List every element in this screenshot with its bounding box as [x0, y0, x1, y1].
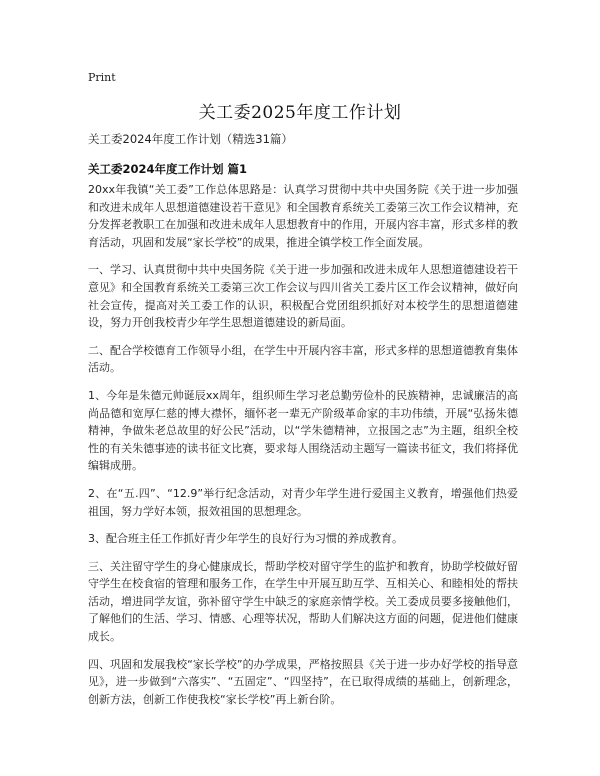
document-subtitle: 关工委2024年度工作计划（精选31篇） [88, 132, 293, 146]
paragraph: 3、配合班主任工作抓好青少年学生的良好行为习惯的养成教育。 [88, 532, 403, 546]
section-heading: 关工委2024年度工作计划 篇1 [88, 162, 248, 176]
paragraph: 1、今年是朱德元帅诞辰xx周年，组织师生学习老总勤劳俭朴的民族精神，忠诚廉洁的高尚品德和宽厚仁慈的博大襟怀，缅怀老一辈无产阶级革命家的丰功伟绩，开展“弘扬朱德精神，争做朱老总故里的好公民”活动，以“学朱德精神，立报国之志”为主题，组织全校性的有关朱德事迹的读书征文比赛，要求每人围绕活动主题写一篇读书征文，我们将择优编辑成册。 [88, 388, 518, 473]
paragraph: 二、配合学校德育工作领导小组，在学生中开展内容丰富，形式多样的思想道德教育集体活动。 [88, 343, 518, 375]
paragraph: 2、在“五.四”、“12.9”举行纪念活动，对青少年学生进行爱国主义教育，增强他们热爱祖国，努力学好本领，报效祖国的思想理念。 [88, 486, 518, 518]
paragraph: 一、学习、认真贯彻中共中央国务院《关于进一步加强和改进未成年人思想道德建设若干意见》和全国教育系统关工委第三次工作会议与四川省关工委片区工作会议精神，做好向社会宣传，提高对关工委工作的认识，积极配合党团组织抓好对本校学生的思想道德建设，努力开创我校青少年学生思想道德建设的新局面。 [88, 263, 518, 330]
page-title: 关工委2025年度工作计划 [198, 103, 402, 123]
print-link[interactable]: Print [88, 71, 116, 84]
document-body [88, 181, 518, 718]
paragraph: 20xx年我镇“关工委”工作总体思路是：认真学习贯彻中共中央国务院《关于进一步加强和改进未成年人思想道德建设若干意见》和全国教育系统关工委第三次工作会议精神，充分发挥老教职工在加强和改进未成年人思想教育中的作用，开展内容丰富，形式多样的教育活动，巩固和发展“家长学校”的成果，推进全镇学校工作全面发展。 [88, 183, 518, 249]
paragraph: 四、巩固和发展我校“家长学校”的办学成果，严格按照县《关于进一步办好学校的指导意见》，进一步做到“六落实”、“五固定”、“四坚持”，在已取得成绩的基础上，创新理念，创新方法，创新工作使我校“家长学校”再上新台阶。 [88, 657, 518, 706]
paragraph: 三、关注留守学生的身心健康成长，帮助学校对留守学生的监护和教育，协助学校做好留守学生在校食宿的管理和服务工作，在学生中开展互助互学、互相关心、和睦相处的帮扶活动，增进同学友谊，弥补留守学生中缺乏的家庭亲情学校。关工委成员要多接触他们，了解他们的生活、学习、情感、心理等状况，帮助人们解决这方面的问题，促进他们健康成长。 [88, 559, 518, 644]
